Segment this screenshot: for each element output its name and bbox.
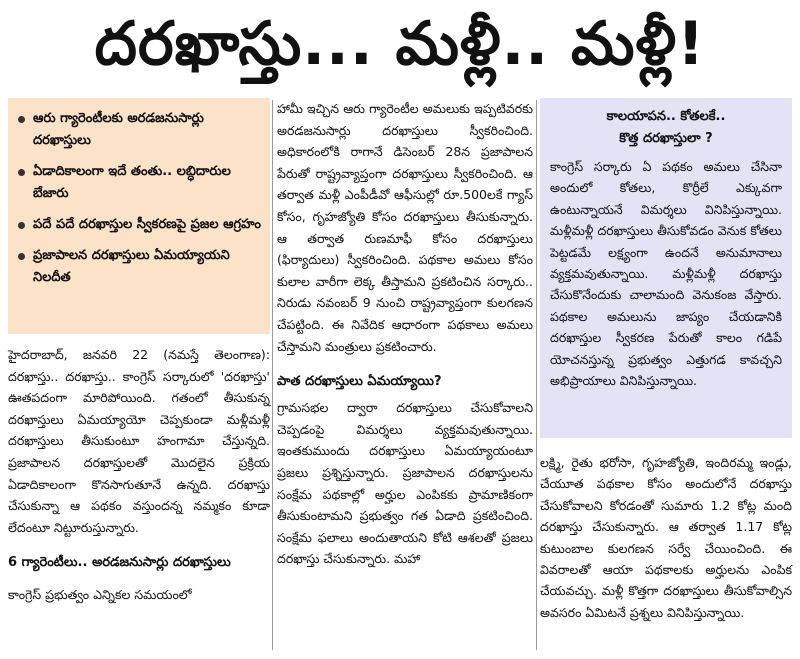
article-paragraph: హైదరాబాద్, జనవరి 22 (నమస్తే తెలంగాణ): దరఖాస్తు.. దరఖాస్తు.. కాంగ్రెస్ సర్కారులో 'దరఖాస్తు' ఊతపదంగా మారిపోయింది. గతంలో తీసుకున్న దరఖాస్తులు ఏమయ్యాయో చెప్పకుండా మళ్లీమళ్లీ దరఖాస్తులు తీసుకుంటూ హంగామా చేస్తున్నది. ప్రజాపాలన దరఖాస్తులతో మొదలైన ప్రక్రియ ఏడాదికాలంగా కొనసాగుతూనే ఉన్నది. దరఖాస్తు చేసుకున్నా ఆ పథకం వస్తుందన్న నమ్మకం కూడా లేదంటూ నిట్టూరుస్తున్నారు. [8,347,270,535]
article-paragraph: కాంగ్రెస్ ప్రభుత్వం ఎన్నికల సమయంలో [8,587,192,603]
sidebar-paragraph: కాంగ్రెస్ సర్కారు ఏ పథకం అమలు చేసినా అందులో కోతలు, కొర్రీలే ఎక్కువగా ఉంటున్నాయనే విమర్శలు వినిపిస్తున్నాయి. మళ్లీమళ్లీ దరఖాస్తులు తీసుకోవడం వెనుక కోతలు పెట్టడమే లక్ష్యంగా ఉందనే అనుమానాలు వ్యక్తమవుతున్నాయి. మళ్లీమళ్లీ దరఖాస్తు చేసుకొనేందుకు చాలామంది వెనుకంజ వేస్తారు. పథకాల అమలును జాప్యం చేయడానికి దరఖాస్తుల స్వీకరణ పేరుతో కాలం గడిపే యోచనస్తున్న ప్రభుత్వం ఎత్తుగడ కావచ్చని అభిప్రాయాలు వినిపిస్తున్నాయి. [550,159,782,389]
highlight-item [18,214,262,236]
headline: దరఖాస్తు... మళ్లీ.. మళ్లీ! [94,9,706,79]
article-paragraph: లక్ష్మి, రైతు భరోసా, గృహజ్యోతి, ఇందిరమ్మ ఇండ్లు, చేయూత పథకాల కోసం అందులోనే దరఖాస్తు చేసుకోవాలని కోరడంతో సుమారు 1.2 కోట్ల మంది దరఖాస్తు చేసుకున్నారు. ఆ తర్వాత 1.17 కోట్ల కుటుంబాల కులగణన సర్వే చేయించింది. ఈ వివరాలతో ఆయా పథకాలకు అర్హులను ఎంపిక చేయవచ్చు. మళ్లీ కొత్తగా దరఖాస్తులు తీసుకోవాల్సిన అవసరం ఏమిటనే ప్రశ్నలు వినిపిస్తున్నాయి. [540,455,792,620]
sidebar-title: కొత్త దరఖాస్తులా ? [619,131,713,146]
bullet-icon [18,222,25,229]
column-divider [272,100,273,650]
highlight-text: ప్రజాపాలన దరఖాస్తులు ఏమయ్యాయని నిలదీత [33,248,230,285]
article-paragraph: గ్రామసభల ద్వారా దరఖాస్తులు చేసుకోవాలని చెప్పడంపై విమర్శలు వ్యక్తమవుతున్నాయి. ఇంతకుముందు దరఖాస్తులు ఏమయ్యాయంటూ ప్రజలు ప్రశ్నిస్తున్నారు. ప్రజాపాలన దరఖాస్తులను సంక్షేమ పథకాల్లో అర్హుల ఎంపికకు ప్రామాణికంగా తీసుకుంటామని ప్రభుత్వం గత ఏడాది ప్రకటించింది. సంక్షేమ ఫలాలు అందుతాయని కోటి ఆశలతో ప్రజలు దరఖాస్తు చేసుకున్నారు. మహా [277,400,533,567]
sidebar-box [540,98,792,438]
highlight-text: ఏడాదికాలంగా ఇదే తంతు.. లబ్ధిదారుల బేజారు [33,164,231,201]
bullet-icon [18,169,25,176]
column-1 [8,98,270,606]
article-paragraph: హామీ ఇచ్చిన ఆరు గ్యారెంటీల అమలుకు ఇప్పటివరకు అరడజనుసార్లు దరఖాస్తులు స్వీకరించింది. అధికారంలోకి రాగానే డిసెంబర్ 28న ప్రజాపాలన పేరుతో రాష్ట్రవ్యాప్తంగా దరఖాస్తులు స్వీకరించింది. ఆ తర్వాత మళ్లీ ఎంపీడీవో ఆఫీసుల్లో రూ.500లకే గ్యాస్ కోసం, గృహజ్యోతి కోసం దరఖాస్తులు తీసుకున్నారు. ఆ తర్వాత రుణమాఫీ కోసం దరఖాస్తులు (ఫిర్యాదులు) స్వీకరించింది. పథకాల అమలు కోసం కులాల వారీగా లెక్క తీస్తామని ప్రకటించిన సర్కారు.. నిరుడు నవంబర్ 9 నుంచి రాష్ట్రవ్యాప్తంగా కులగణన చేపట్టింది. ఈ నివేదిక ఆధారంగా పథకాలు అమలు చేస్తామని మంత్రులు ప్రకటించారు. [277,101,533,354]
highlight-item [18,245,262,289]
highlight-item [18,108,262,152]
column-2 [277,98,533,570]
bullet-icon [18,253,25,260]
highlight-text: ఆరు గ్యారెంటీలకు అరడజనుసార్లు దరఖాస్తులు [33,111,204,148]
sidebar-title: కాలయాపన.. కోతలకే.. [606,109,726,124]
bullet-icon [18,116,25,123]
column-3 [540,98,792,438]
column-3-continued [540,452,792,623]
column-divider [536,100,537,650]
highlight-item [18,161,262,205]
section-subheading: పాత దరఖాస్తులు ఏమయ్యాయి? [277,374,442,390]
highlight-text: పదే పదే దరఖాస్తుల స్వీకరణపై ప్రజల ఆగ్రహం [33,217,262,232]
section-subheading: 6 గ్యారెంటీలు.. అరడజనుసార్లు దరఖాస్తులు [8,555,231,571]
highlights-box [8,98,270,334]
